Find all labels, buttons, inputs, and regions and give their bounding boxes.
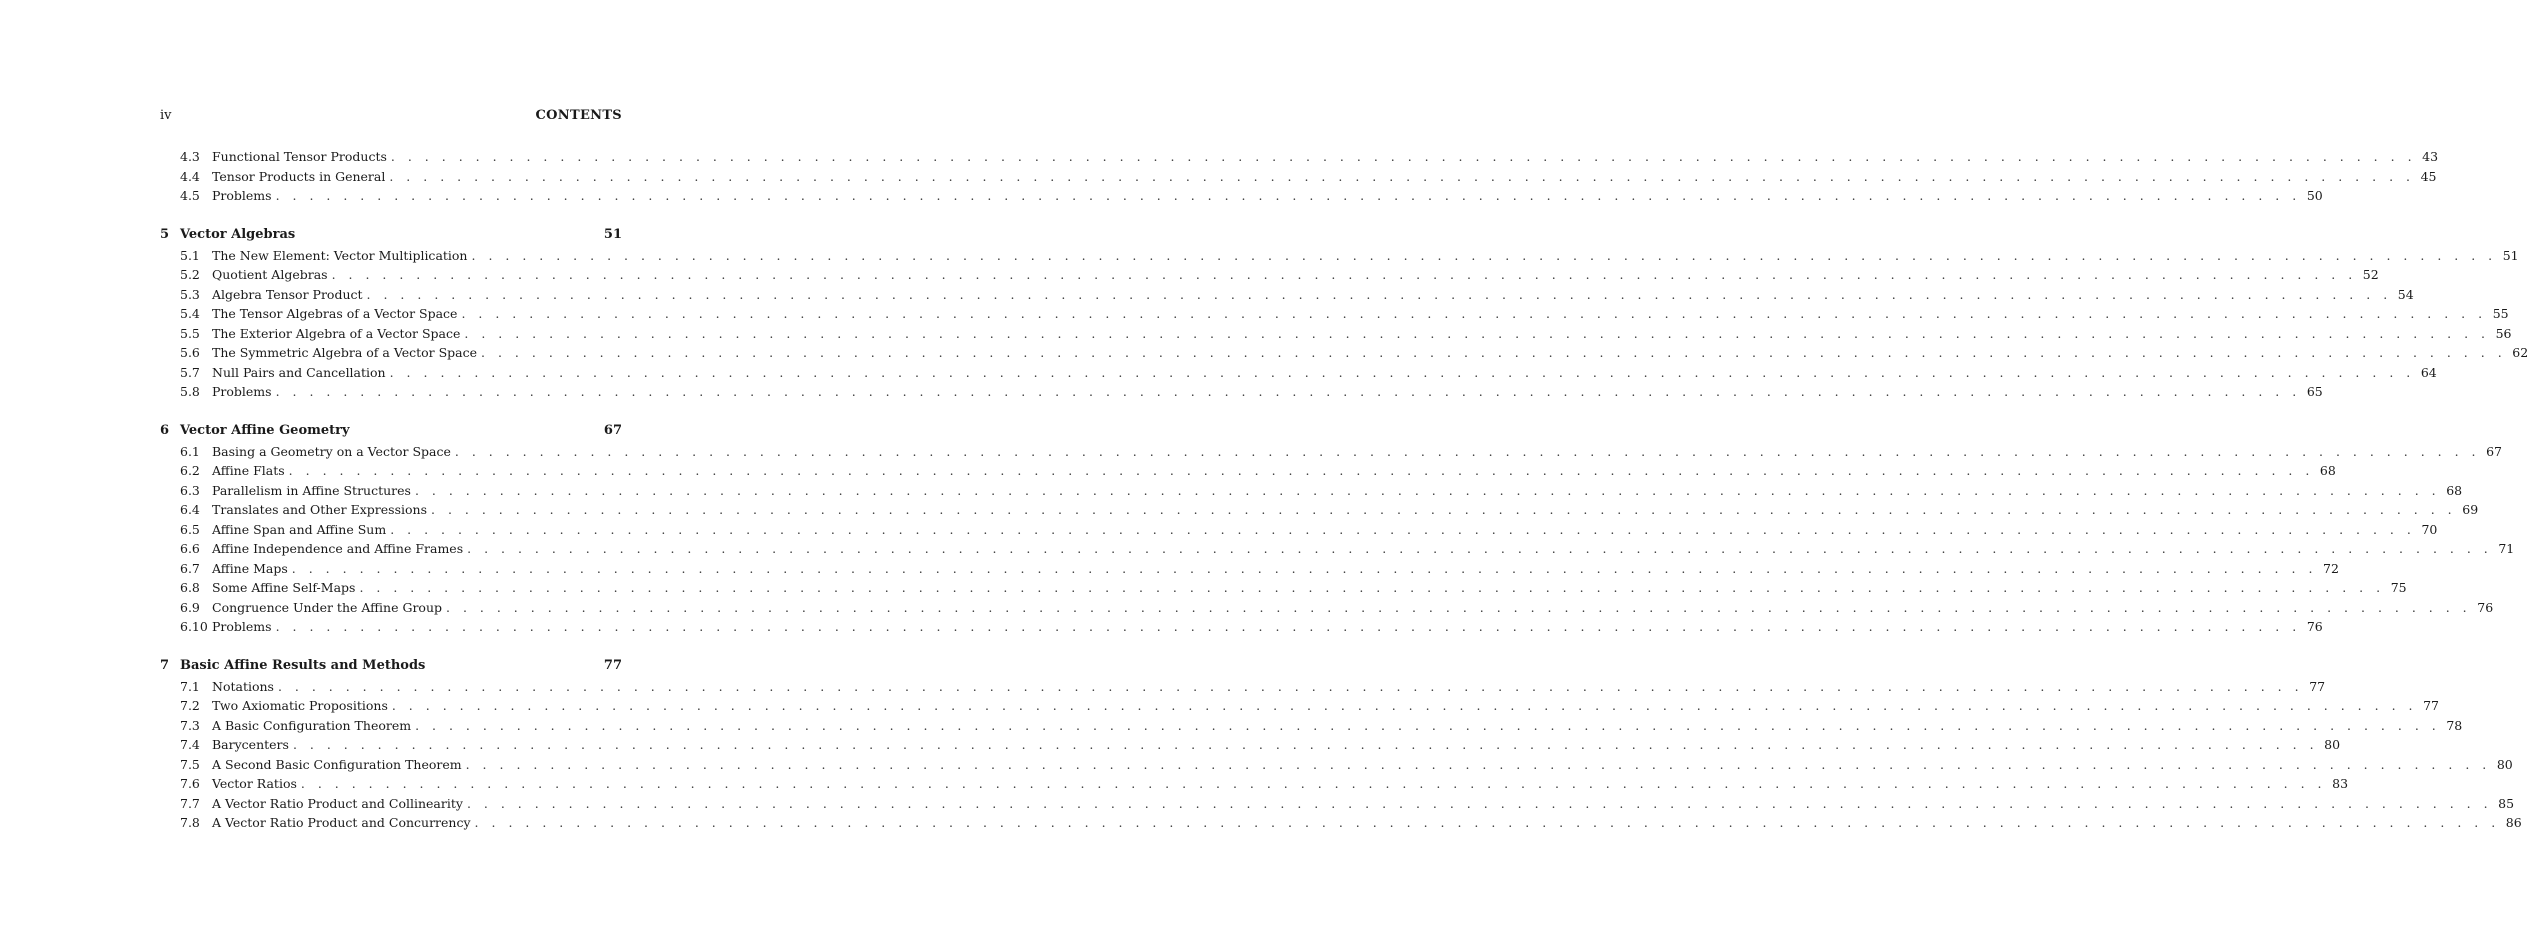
section-page: 43 [2422,149,2439,164]
toc-entry[interactable] [160,267,2379,287]
section-title: Problems [212,619,272,634]
section-page: 67 [2486,443,2503,459]
section-title: The Symmetric Algebra of a Vector Space [212,345,478,360]
dot-leader: . . . . . . . . . . . . . . . . . . . . . . . . . . . . . . . . . . . . . . . . . . . . . . . . . . . . . . . . . . . . . . . . . . . . . . . . . . . . . . . . . . . . . . . . . . . . . . . . . . . . . . . . . . . . . . . . . . . . . . . . [359,580,2385,595]
chapter-number: 6 [160,422,170,438]
section-number: 7.3 [180,717,200,733]
toc-entry[interactable] [160,776,2349,796]
page-number: iv [160,108,172,123]
section-page: 75 [2390,580,2407,595]
dot-leader: . . . . . . . . . . . . . . . . . . . . . . . . . . . . . . . . . . . . . . . . . . . . . . . . . . . . . . . . . . . . . . . . . . . . . . . . . . . . . . . . . . . . . . . . . . . . . . . . . . . . . . . . . . . . . . . . . . . . . . . . [366,286,2392,302]
section-number: 5.2 [180,267,200,282]
section-number: 5.4 [180,306,200,321]
dot-leader: . . . . . . . . . . . . . . . . . . . . . . . . . . . . . . . . . . . . . . . . . . . . . . . . . . . . . . . . . . . . . . . . . . . . . . . . . . . . . . . . . . . . . . . . . . . . . . . . . . . . . . . . . . . . . . . . . . . . . . . . [467,541,2493,556]
dot-leader: . . . . . . . . . . . . . . . . . . . . . . . . . . . . . . . . . . . . . . . . . . . . . . . . . . . . . . . . . . . . . . . . . . . . . . . . . . . . . . . . . . . . . . . . . . . . . . . . . . . . . . . . . . . . . . . . . . . . . . . . [454,443,2481,459]
section-title: Vector Ratios [212,776,297,791]
dot-leader: . . . . . . . . . . . . . . . . . . . . . . . . . . . . . . . . . . . . . . . . . . . . . . . . . . . . . . . . . . . . . . . . . . . . . . . . . . . . . . . . . . . . . . . . . . . . . . . . . . . . . . . . . . . . . . . . . . . . . . . . [275,384,2301,399]
section-title: Some Affine Self-Maps [212,580,356,595]
toc-entry[interactable] [160,306,2509,326]
dot-leader: . . . . . . . . . . . . . . . . . . . . . . . . . . . . . . . . . . . . . . . . . . . . . . . . . . . . . . . . . . . . . . . . . . . . . . . . . . . . . . . . . . . . . . . . . . . . . . . . . . . . . . . . . . . . . . . . . . . . . . . . [391,698,2417,713]
section-number: 4.3 [180,149,200,164]
dot-leader: . . . . . . . . . . . . . . . . . . . . . . . . . . . . . . . . . . . . . . . . . . . . . . . . . . . . . . . . . . . . . . . . . . . . . . . . . . . . . . . . . . . . . . . . . . . . . . . . . . . . . . . . . . . . . . . . . . . . . . . . [277,678,2304,694]
dot-leader: . . . . . . . . . . . . . . . . . . . . . . . . . . . . . . . . . . . . . . . . . . . . . . . . . . . . . . . . . . . . . . . . . . . . . . . . . . . . . . . . . . . . . . . . . . . . . . . . . . . . . . . . . . . . . . . . . . . . . . . . [291,560,2317,576]
section-number: 7.6 [180,776,200,791]
toc-entry[interactable] [160,599,2494,620]
toc-entry[interactable] [160,364,2437,385]
toc-entry[interactable] [160,325,2512,346]
section-number: 7.5 [180,756,200,772]
toc-entry[interactable] [160,795,2515,816]
section-number: 6.1 [180,443,200,459]
section-page: 55 [2492,306,2509,321]
dot-leader: . . . . . . . . . . . . . . . . . . . . . . . . . . . . . . . . . . . . . . . . . . . . . . . . . . . . . . . . . . . . . . . . . . . . . . . . . . . . . . . . . . . . . . . . . . . . . . . . . . . . . . . . . . . . . . . . . . . . . . . . [275,188,2301,203]
section-title: Affine Maps [212,560,288,576]
dot-leader: . . . . . . . . . . . . . . . . . . . . . . . . . . . . . . . . . . . . . . . . . . . . . . . . . . . . . . . . . . . . . . . . . . . . . . . . . . . . . . . . . . . . . . . . . . . . . . . . . . . . . . . . . . . . . . . . . . . . . . . . [474,815,2500,830]
chapter-heading[interactable] [160,423,622,444]
toc-entry[interactable] [160,149,2439,169]
toc-entry[interactable] [160,463,2336,483]
page-header [160,108,622,130]
section-page: 68 [2319,463,2336,478]
toc-entry[interactable] [160,560,2339,581]
section-title: Algebra Tensor Product [212,286,363,302]
section-number: 6.9 [180,599,200,615]
section-title: Parallelism in Affine Structures [212,482,411,498]
section-title: Notations [212,678,274,694]
section-number: 4.5 [180,188,200,203]
section-number: 4.4 [180,168,200,184]
toc-entry[interactable] [160,756,2513,777]
toc-chapter [160,422,2515,639]
dot-leader: . . . . . . . . . . . . . . . . . . . . . . . . . . . . . . . . . . . . . . . . . . . . . . . . . . . . . . . . . . . . . . . . . . . . . . . . . . . . . . . . . . . . . . . . . . . . . . . . . . . . . . . . . . . . . . . . . . . . . . . . [461,306,2487,321]
section-number: 6.7 [180,560,200,576]
section-title: Congruence Under the Affine Group [212,599,443,615]
toc-entry[interactable] [160,247,2519,268]
dot-leader: . . . . . . . . . . . . . . . . . . . . . . . . . . . . . . . . . . . . . . . . . . . . . . . . . . . . . . . . . . . . . . . . . . . . . . . . . . . . . . . . . . . . . . . . . . . . . . . . . . . . . . . . . . . . . . . . . . . . . . . . [390,521,2416,537]
chapter-title: Vector Affine Geometry [180,422,350,438]
section-number: 5.3 [180,286,200,302]
section-number: 7.7 [180,795,200,811]
section-page: 80 [2496,756,2513,772]
toc-entry[interactable] [160,168,2437,189]
dot-leader: . . . . . . . . . . . . . . . . . . . . . . . . . . . . . . . . . . . . . . . . . . . . . . . . . . . . . . . . . . . . . . . . . . . . . . . . . . . . . . . . . . . . . . . . . . . . . . . . . . . . . . . . . . . . . . . . . . . . . . . . [465,756,2491,772]
section-title: Affine Flats [212,463,285,478]
chapter-page: 77 [603,657,622,673]
section-title: The Tensor Algebras of a Vector Space [212,306,458,321]
dot-leader: . . . . . . . . . . . . . . . . . . . . . . . . . . . . . . . . . . . . . . . . . . . . . . . . . . . . . . . . . . . . . . . . . . . . . . . . . . . . . . . . . . . . . . . . . . . . . . . . . . . . . . . . . . . . . . . . . . . . . . . . [446,599,2472,615]
section-page: 78 [2446,717,2463,733]
dot-leader: . . . . . . . . . . . . . . . . . . . . . . . . . . . . . . . . . . . . . . . . . . . . . . . . . . . . . . . . . . . . . . . . . . . . . . . . . . . . . . . . . . . . . . . . . . . . . . . . . . . . . . . . . . . . . . . . . . . . . . . . [431,502,2457,517]
dot-leader: . . . . . . . . . . . . . . . . . . . . . . . . . . . . . . . . . . . . . . . . . . . . . . . . . . . . . . . . . . . . . . . . . . . . . . . . . . . . . . . . . . . . . . . . . . . . . . . . . . . . . . . . . . . . . . . . . . . . . . . . [275,619,2301,634]
section-number: 5.6 [180,345,200,360]
section-number: 6.6 [180,541,200,556]
chapter-page: 51 [603,226,622,242]
section-page: 80 [2324,737,2341,752]
chapter-title: Vector Algebras [180,226,296,242]
section-number: 6.8 [180,580,200,595]
toc-chapter [160,657,2522,835]
chapter-title: Basic Affine Results and Methods [180,657,426,673]
dot-leader: . . . . . . . . . . . . . . . . . . . . . . . . . . . . . . . . . . . . . . . . . . . . . . . . . . . . . . . . . . . . . . . . . . . . . . . . . . . . . . . . . . . . . . . . . . . . . . . . . . . . . . . . . . . . . . . . . . . . . . . . [389,168,2415,184]
section-page: 68 [2446,482,2463,498]
section-title: Translates and Other Expressions [212,502,428,517]
toc-entry[interactable] [160,286,2414,307]
section-page: 62 [2512,345,2528,360]
section-page: 64 [2420,364,2437,380]
section-number: 7.2 [180,698,200,713]
section-number: 5.1 [180,247,200,263]
chapter-number: 5 [160,226,170,242]
section-title: Basing a Geometry on a Vector Space [212,443,451,459]
section-number: 7.4 [180,737,200,752]
section-page: 76 [2306,619,2323,634]
section-page: 54 [2397,286,2414,302]
section-page: 86 [2505,815,2522,830]
section-title: Two Axiomatic Propositions [212,698,388,713]
toc-entry[interactable] [160,541,2515,561]
toc-entry[interactable] [160,482,2463,503]
section-title: Problems [212,384,272,399]
section-number: 6.3 [180,482,200,498]
dot-leader: . . . . . . . . . . . . . . . . . . . . . . . . . . . . . . . . . . . . . . . . . . . . . . . . . . . . . . . . . . . . . . . . . . . . . . . . . . . . . . . . . . . . . . . . . . . . . . . . . . . . . . . . . . . . . . . . . . . . . . . . [390,149,2417,164]
section-number: 7.8 [180,815,200,830]
section-title: Quotient Algebras [212,267,328,282]
toc-entry[interactable] [160,521,2438,542]
section-page: 50 [2306,188,2323,203]
section-page: 51 [2502,247,2519,263]
dot-leader: . . . . . . . . . . . . . . . . . . . . . . . . . . . . . . . . . . . . . . . . . . . . . . . . . . . . . . . . . . . . . . . . . . . . . . . . . . . . . . . . . . . . . . . . . . . . . . . . . . . . . . . . . . . . . . . . . . . . . . . . [288,463,2314,478]
section-page: 77 [2423,698,2439,713]
dot-leader: . . . . . . . . . . . . . . . . . . . . . . . . . . . . . . . . . . . . . . . . . . . . . . . . . . . . . . . . . . . . . . . . . . . . . . . . . . . . . . . . . . . . . . . . . . . . . . . . . . . . . . . . . . . . . . . . . . . . . . . . [466,795,2493,811]
dot-leader: . . . . . . . . . . . . . . . . . . . . . . . . . . . . . . . . . . . . . . . . . . . . . . . . . . . . . . . . . . . . . . . . . . . . . . . . . . . . . . . . . . . . . . . . . . . . . . . . . . . . . . . . . . . . . . . . . . . . . . . . [471,247,2497,263]
toc-entry[interactable] [160,502,2479,522]
toc-entry[interactable] [160,737,2341,757]
section-page: 52 [2362,267,2379,282]
section-title: The New Element: Vector Multiplication [212,247,468,263]
dot-leader: . . . . . . . . . . . . . . . . . . . . . . . . . . . . . . . . . . . . . . . . . . . . . . . . . . . . . . . . . . . . . . . . . . . . . . . . . . . . . . . . . . . . . . . . . . . . . . . . . . . . . . . . . . . . . . . . . . . . . . . . [464,325,2490,341]
section-title: A Vector Ratio Product and Concurrency [212,815,471,830]
toc-entry[interactable] [160,717,2463,738]
chapter-heading[interactable] [160,227,622,248]
section-title: A Basic Configuration Theorem [212,717,412,733]
section-number: 7.1 [180,678,200,694]
section-page: 70 [2421,521,2438,537]
dot-leader: . . . . . . . . . . . . . . . . . . . . . . . . . . . . . . . . . . . . . . . . . . . . . . . . . . . . . . . . . . . . . . . . . . . . . . . . . . . . . . . . . . . . . . . . . . . . . . . . . . . . . . . . . . . . . . . . . . . . . . . . [481,345,2507,360]
section-number: 5.8 [180,384,200,399]
toc-chapter [160,149,2439,208]
toc-entry[interactable] [160,619,2323,639]
section-title: Tensor Products in General [212,168,386,184]
dot-leader: . . . . . . . . . . . . . . . . . . . . . . . . . . . . . . . . . . . . . . . . . . . . . . . . . . . . . . . . . . . . . . . . . . . . . . . . . . . . . . . . . . . . . . . . . . . . . . . . . . . . . . . . . . . . . . . . . . . . . . . . [300,776,2327,791]
section-page: 72 [2323,560,2339,576]
chapter-heading[interactable] [160,658,622,679]
section-page: 76 [2477,599,2494,615]
section-page: 77 [2309,678,2326,694]
toc-entry[interactable] [160,345,2528,365]
section-title: A Vector Ratio Product and Collinearity [212,795,463,811]
section-page: 56 [2495,325,2512,341]
section-title: Barycenters [212,737,289,752]
toc-entry[interactable] [160,698,2439,718]
dot-leader: . . . . . . . . . . . . . . . . . . . . . . . . . . . . . . . . . . . . . . . . . . . . . . . . . . . . . . . . . . . . . . . . . . . . . . . . . . . . . . . . . . . . . . . . . . . . . . . . . . . . . . . . . . . . . . . . . . . . . . . . [331,267,2357,282]
section-title: Problems [212,188,272,203]
section-page: 85 [2498,795,2515,811]
toc-entry[interactable] [160,580,2407,600]
running-title: CONTENTS [535,108,622,123]
chapter-number: 7 [160,657,170,673]
chapter-page: 67 [603,422,622,438]
table-of-contents [160,149,2528,835]
section-number: 6.5 [180,521,200,537]
toc-entry[interactable] [160,815,2522,835]
section-number: 6.2 [180,463,200,478]
section-page: 83 [2332,776,2349,791]
section-page: 69 [2462,502,2479,517]
dot-leader: . . . . . . . . . . . . . . . . . . . . . . . . . . . . . . . . . . . . . . . . . . . . . . . . . . . . . . . . . . . . . . . . . . . . . . . . . . . . . . . . . . . . . . . . . . . . . . . . . . . . . . . . . . . . . . . . . . . . . . . . [292,737,2319,752]
dot-leader: . . . . . . . . . . . . . . . . . . . . . . . . . . . . . . . . . . . . . . . . . . . . . . . . . . . . . . . . . . . . . . . . . . . . . . . . . . . . . . . . . . . . . . . . . . . . . . . . . . . . . . . . . . . . . . . . . . . . . . . . [415,717,2441,733]
section-title: The Exterior Algebra of a Vector Space [212,325,461,341]
dot-leader: . . . . . . . . . . . . . . . . . . . . . . . . . . . . . . . . . . . . . . . . . . . . . . . . . . . . . . . . . . . . . . . . . . . . . . . . . . . . . . . . . . . . . . . . . . . . . . . . . . . . . . . . . . . . . . . . . . . . . . . . [389,364,2415,380]
dot-leader: . . . . . . . . . . . . . . . . . . . . . . . . . . . . . . . . . . . . . . . . . . . . . . . . . . . . . . . . . . . . . . . . . . . . . . . . . . . . . . . . . . . . . . . . . . . . . . . . . . . . . . . . . . . . . . . . . . . . . . . . [414,482,2441,498]
toc-chapter [160,226,2528,404]
section-page: 65 [2306,384,2323,399]
section-page: 71 [2498,541,2515,556]
section-title: Functional Tensor Products [212,149,387,164]
contents-page [160,108,2528,854]
section-title: Affine Independence and Affine Frames [212,541,464,556]
toc-entry[interactable] [160,188,2323,208]
section-number: 6.10 [180,619,208,634]
section-number: 6.4 [180,502,200,517]
section-title: A Second Basic Configuration Theorem [212,756,462,772]
section-title: Null Pairs and Cancellation [212,364,386,380]
section-title: Affine Span and Affine Sum [212,521,387,537]
toc-entry[interactable] [160,384,2323,404]
section-number: 5.5 [180,325,200,341]
toc-entry[interactable] [160,678,2326,699]
section-number: 5.7 [180,364,200,380]
section-page: 45 [2420,168,2437,184]
toc-entry[interactable] [160,443,2503,464]
